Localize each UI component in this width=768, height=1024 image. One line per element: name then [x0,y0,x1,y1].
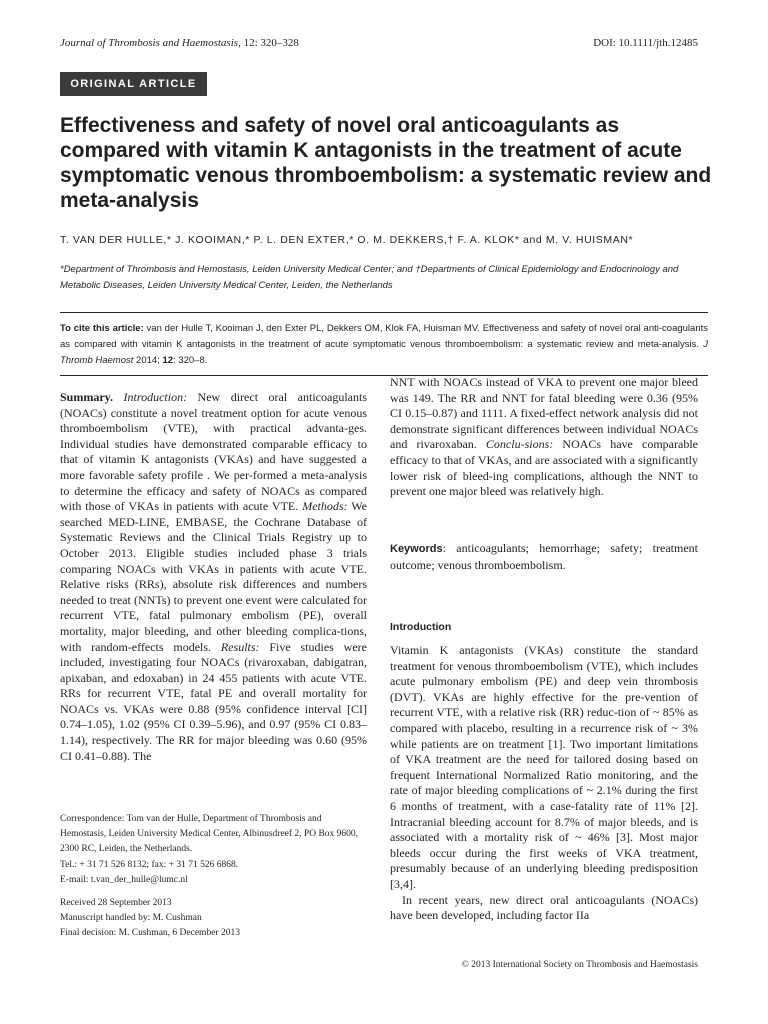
introduction-heading: Introduction [390,621,452,633]
summary-continued [390,375,698,500]
intro-text: New direct oral anticoagulants (NOACs) constitute a novel treatment option for acute venous thromboembolism (VTE), with practical advanta-ges. Individual studies have demonstrated comparable efficacy to that of vitamin K antagonists (VKAs) and have suggested a more favorable safety profile . We per-formed a meta-analysis to determine the efficacy and safety of NOACs as compared with those of VKAs in patients with acute VTE. [60,390,367,514]
citation-journal: J Thromb Haemost [60,339,708,366]
summary-label: Summary. [60,390,114,404]
manuscript-dates [60,896,365,942]
summary-abstract [60,390,367,764]
journal-volume-pages: , 12: 320–328 [238,37,299,49]
introduction-body [390,643,698,924]
correspondence-email[interactable]: E-mail: t.van_der_hulle@lumc.nl [60,874,188,885]
citation-volume: 12 [162,355,174,366]
keywords-label: Keywords [390,543,443,555]
intro-paragraph-1: Vitamin K antagonists (VKAs) constitute the standard treatment for venous thromboembolism (VTE), which includes acute pulmonary embolism (PE) and deep vein thrombosis (DVT). VKAs are highly effective for the pre-vention of recurrent VTE, with a relative risk (RR) reduc-tion of ~ 85% as compared with placebo, resulting in a recurrence risk of ~ 3% while patients are on treatment [1]. Two important limitations of VKA treatment are the need for tailored dosing based on frequent International Normalized Ratio monitoring, and the rate of major bleeding complications of ~ 2.1% during the first 6 months of treatment, with a case-fatality rate of 11% [2]. Intracranial bleeding account for 8.7% of major bleeds, and is associated with a mortality risk of ~ 46% [3]. Most major bleeds occur during the first weeks of VKA treatment, presumably because of an underlying bleeding predisposition [3,4]. [390,643,698,891]
results-text: Five studies were included, investigating four NOACs (rivaroxaban, dabigatran, apixaban, and edoxaban) in 24 455 patients with acute VTE. RRs for recurrent VTE, fatal PE and overall mortality for NOACs vs. VKAs were 0.88 (95% confidence interval [CI] 0.74–1.05), 1.02 (95% CI 0.39–5.96), and 0.97 (95% CI 0.83–1.14), respectively. The RR for major bleeding was 0.60 (95% CI 0.41–0.88). The [60,639,367,763]
author-list: T. VAN DER HULLE,* J. KOOIMAN,* P. L. DEN EXTER,* O. M. DEKKERS,† F. A. KLOK* and M. V. HUISMAN* [60,234,634,246]
final-decision: Final decision: M. Cushman, 6 December 2013 [60,928,240,939]
keywords [390,541,698,573]
copyright-footer: © 2013 International Society on Thrombosis and Haemostasis [461,960,698,970]
citation-label: To cite this article: [60,323,144,334]
citation-pages: : 320–8. [173,355,208,366]
intro-paragraph-2: In recent years, new direct oral anticoagulants (NOACs) have been developed, including factor IIa [390,892,698,923]
top-divider [60,312,708,313]
affiliations: *Department of Thrombosis and Hemostasis, Leiden University Medical Center; and †Departments of Clinical Epidemiology and Endocrinology and Metabolic Diseases, Leiden University Medical Center, Leiden, the Netherlands [60,264,679,291]
results-label: Results: [220,639,260,654]
correspondence-phone: Tel.: + 31 71 526 8132; fax: + 31 71 526 6868. [60,859,239,870]
handled-by: Manuscript handled by: M. Cushman [60,913,202,924]
methods-label: Methods: [302,499,348,514]
methods-text: We searched MED-LINE, EMBASE, the Cochrane Database of Systematic Reviews and the Clinical Trials Registry up to October 2013. Eligible studies included phase 3 trials comparing NOACs with VKAs in patients with acute VTE. Relative risks (RRs), absolute risk differences and numbers needed to treat (NNTs) to prevent one event were calculated for recurrent VTE, fatal pulmonary embolism (PE), overall mortality, major bleeding, and other bleeding complica-tions, with random-effects models. [60,499,367,654]
article-title: Effectiveness and safety of novel oral anticoagulants as compared with vitamin K antagonists in the treatment of acute symptomatic venous thromboembolism: a systematic review and meta-analysis [60,114,712,212]
received-date: Received 28 September 2013 [60,898,172,908]
intro-label: Introduction: [123,390,188,404]
correspondence-address: Correspondence: Tom van der Hulle, Department of Thrombosis and Hemostasis, Leiden University Medical Center, Albinusdreef 2, PO Box 9600, 2300 RC, Leiden, the Netherlands. [60,814,359,855]
keywords-text: : anticoagulants; hemorrhage; safety; treatment outcome; venous thromboembolism. [390,541,698,572]
article-type-badge: ORIGINAL ARTICLE [60,72,207,96]
doi-link[interactable]: DOI: 10.1111/jth.12485 [593,37,698,49]
journal-name: Journal of Thrombosis and Haemostasis [60,37,239,49]
correspondence [60,812,365,888]
conclusions-text: NOACs have comparable efficacy to that of VKAs, and are associated with a significantly lower risk of bleed-ing complications, although the NNT to prevent one major bleed was relatively high. [390,437,698,499]
citation-text: van der Hulle T, Kooiman J, den Exter PL, Dekkers OM, Klok FA, Huisman MV. Effectiveness and safety of novel oral anti-coagulants as compared with vitamin K antagonists in the treatment of acute symptomatic venous thromboembolism: a systematic review and meta-analysis. [60,323,708,350]
conclusions-label: Conclu-sions: [485,437,554,452]
citation-year: 2014; [133,355,163,366]
citation-block [60,321,708,369]
journal-header [60,37,299,49]
summary-continued-text: NNT with NOACs instead of VKA to prevent one major bleed was 149. The RR and NNT for fatal bleeding were 0.36 (95% CI 0.15–0.87) and 1111. A fixed-effect network analysis did not demonstrate significant differences between individual NOACs and rivaroxaban. [390,375,698,452]
